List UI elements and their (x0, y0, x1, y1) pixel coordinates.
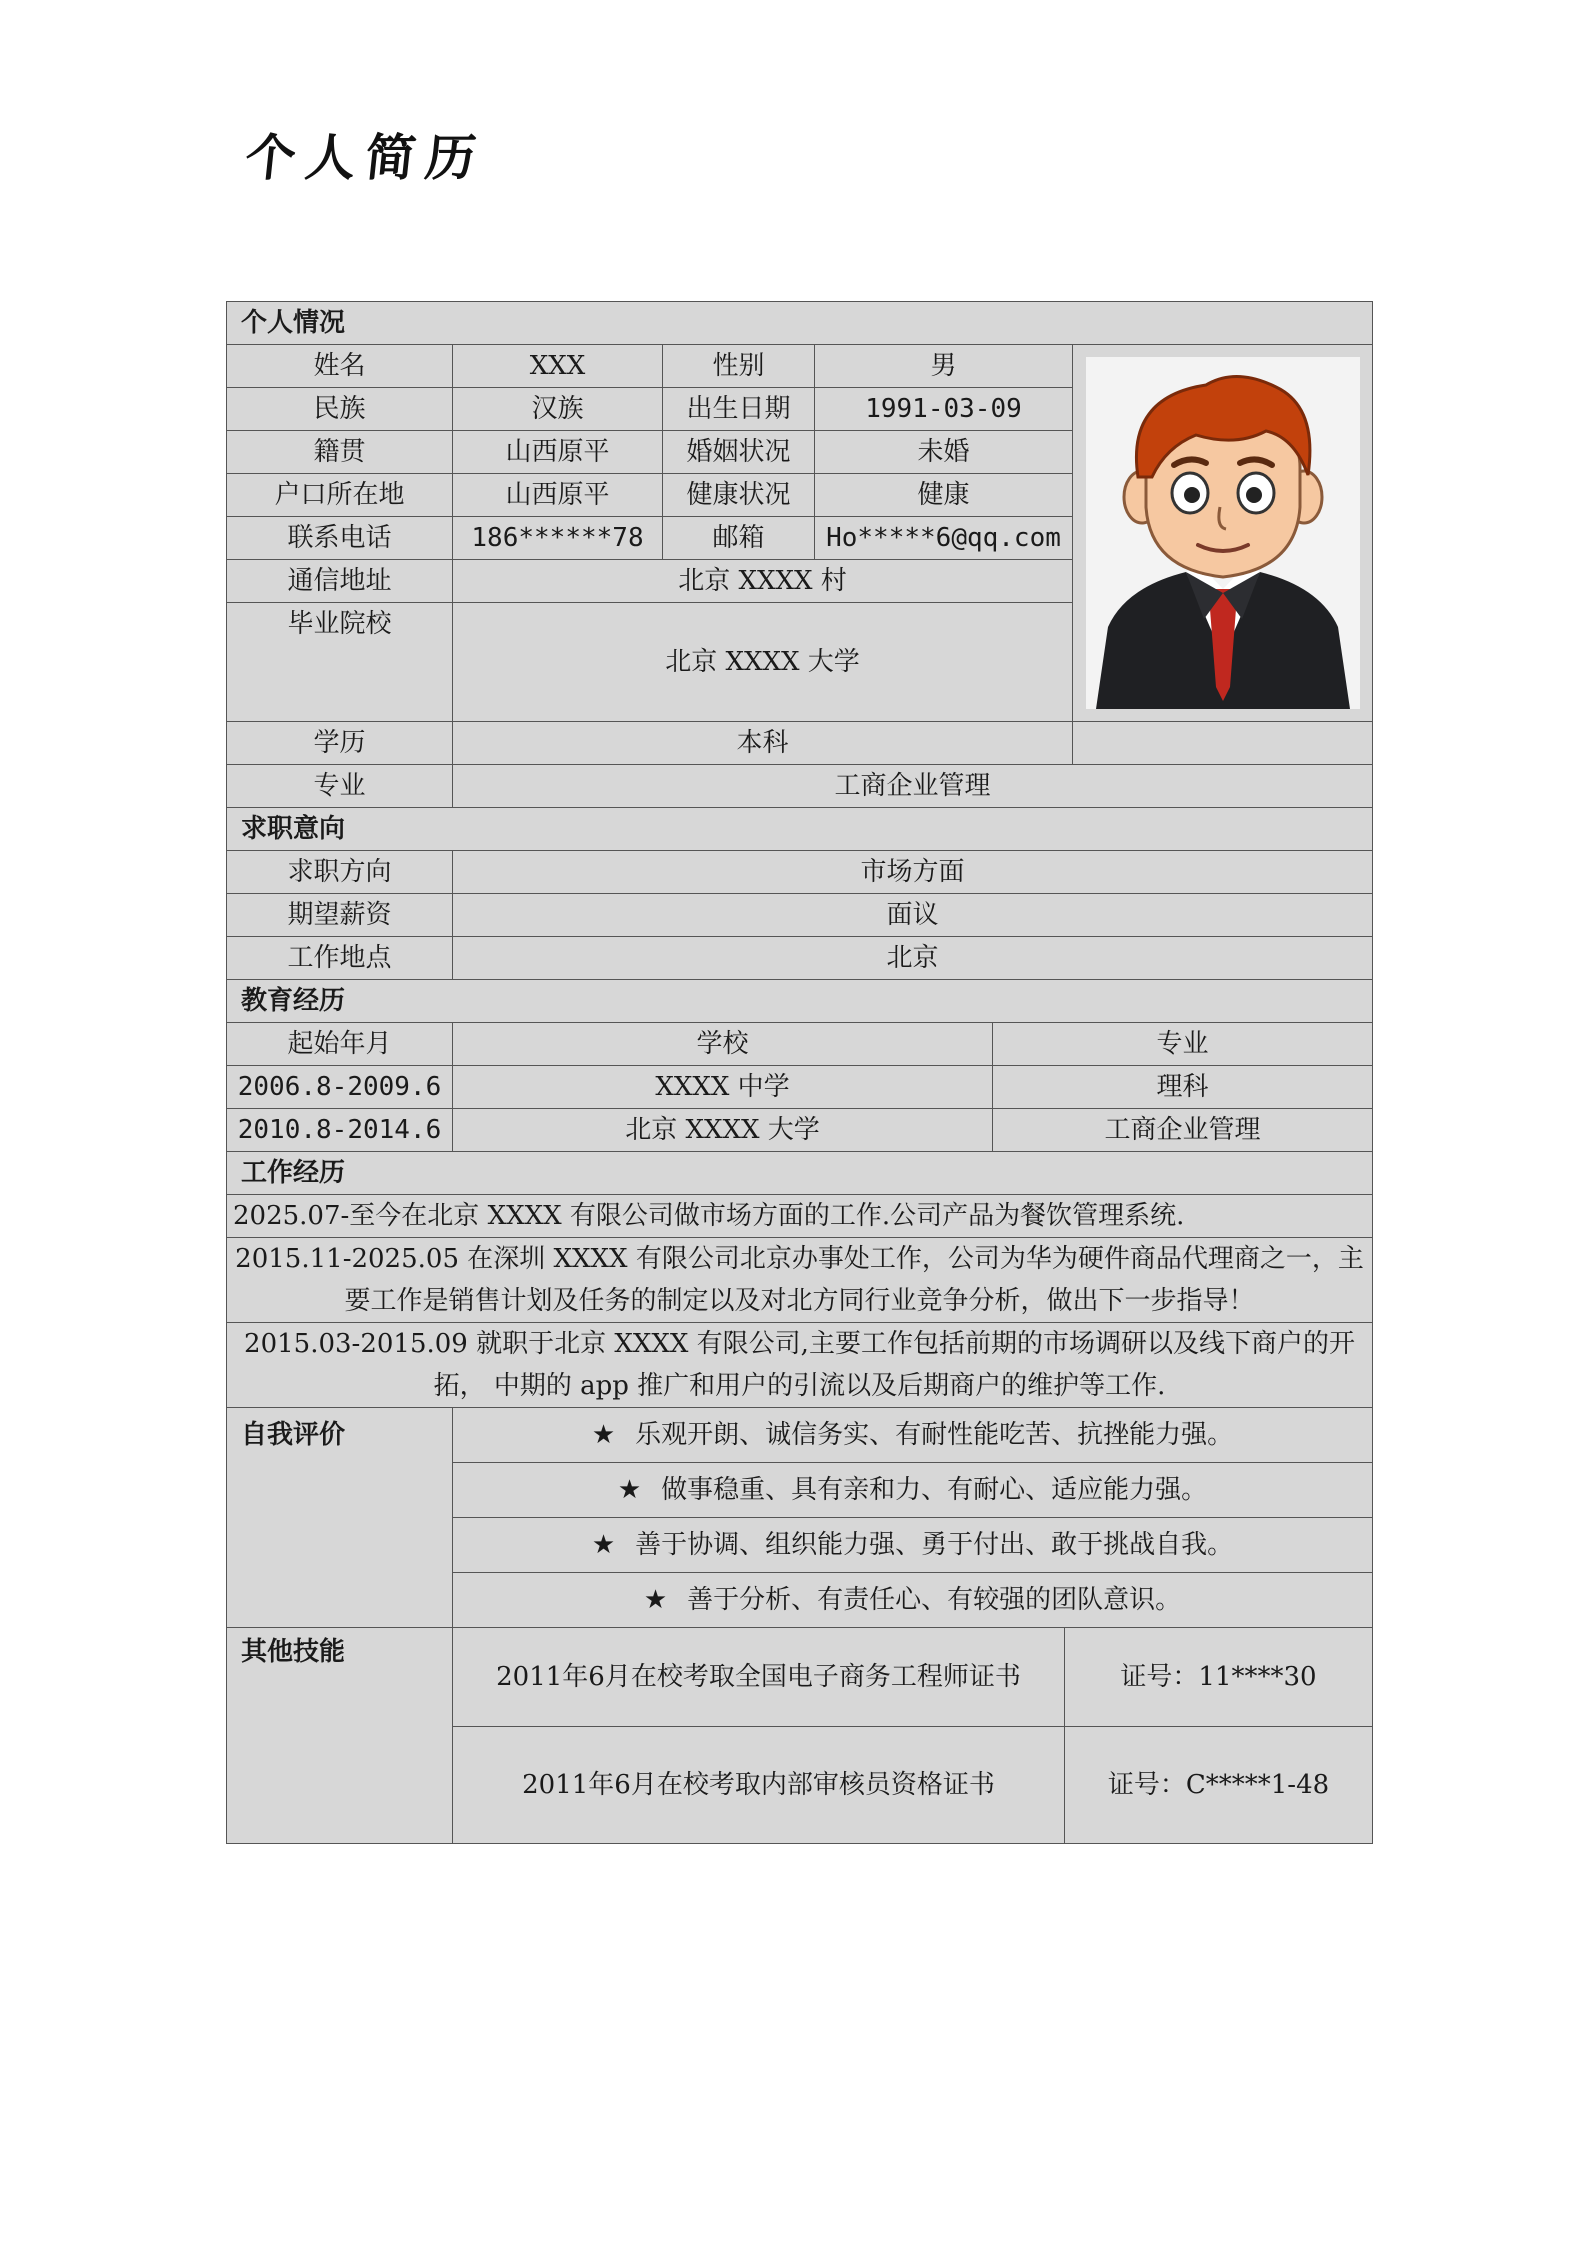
value-major: 工商企业管理 (453, 765, 1373, 808)
page-title: 个人简历 (242, 128, 489, 187)
skill-cert-number: 证号：11****30 (1065, 1628, 1373, 1727)
value-native-place: 山西原平 (453, 431, 663, 474)
edu-school: 北京 XXXX 大学 (453, 1109, 993, 1152)
value-work-location: 北京 (453, 937, 1373, 980)
value-email: Ho*****6@qq.com (815, 517, 1073, 560)
star-icon: ★ (591, 1530, 616, 1560)
self-eval-item (453, 1408, 1373, 1463)
section-personal: 个人情况 (227, 302, 1373, 345)
skill-cert: 2011年6月在校考取内部审核员资格证书 (453, 1727, 1065, 1844)
self-eval-text: 善于协调、组织能力强、勇于付出、敢于挑战自我。 (635, 1530, 1234, 1560)
label-ethnicity: 民族 (227, 388, 453, 431)
value-health: 健康 (815, 474, 1073, 517)
work-item: 2025.07-至今在北京 XXXX 有限公司做市场方面的工作.公司产品为餐饮管理系统. (227, 1195, 1373, 1238)
self-eval-text: 善于分析、有责任心、有较强的团队意识。 (687, 1585, 1182, 1615)
section-skills: 其他技能 (227, 1628, 453, 1844)
label-address: 通信地址 (227, 560, 453, 603)
self-eval-text: 乐观开朗、诚信务实、有耐性能吃苦、抗挫能力强。 (635, 1420, 1234, 1450)
label-native-place: 籍贯 (227, 431, 453, 474)
value-birthdate: 1991-03-09 (815, 388, 1073, 431)
label-phone: 联系电话 (227, 517, 453, 560)
resume-table (226, 301, 1373, 1844)
label-email: 邮箱 (663, 517, 815, 560)
label-health: 健康状况 (663, 474, 815, 517)
star-icon: ★ (643, 1585, 668, 1615)
edu-major: 工商企业管理 (993, 1109, 1373, 1152)
edu-header-major: 专业 (993, 1023, 1373, 1066)
photo-cell (1073, 345, 1373, 722)
value-school: 北京 XXXX 大学 (453, 603, 1073, 722)
label-degree: 学历 (227, 722, 453, 765)
label-birthdate: 出生日期 (663, 388, 815, 431)
value-expected-salary: 面议 (453, 894, 1373, 937)
self-eval-item (453, 1518, 1373, 1573)
edu-major: 理科 (993, 1066, 1373, 1109)
value-gender: 男 (815, 345, 1073, 388)
label-gender: 性别 (663, 345, 815, 388)
star-icon: ★ (617, 1475, 642, 1505)
value-job-direction: 市场方面 (453, 851, 1373, 894)
star-icon: ★ (591, 1420, 616, 1450)
self-eval-item (453, 1463, 1373, 1518)
avatar-cartoon-man-icon (1086, 357, 1360, 709)
edu-period: 2010.8-2014.6 (227, 1109, 453, 1152)
skill-cert: 2011年6月在校考取全国电子商务工程师证书 (453, 1628, 1065, 1727)
section-self-eval: 自我评价 (227, 1408, 453, 1628)
value-degree: 本科 (453, 722, 1073, 765)
label-marital-status: 婚姻状况 (663, 431, 815, 474)
value-phone: 186******78 (453, 517, 663, 560)
label-expected-salary: 期望薪资 (227, 894, 453, 937)
work-item: 2015.11-2025.05 在深圳 XXXX 有限公司北京办事处工作，公司为华为硬件商品代理商之一，主要工作是销售计划及任务的制定以及对北方同行业竞争分析，做出下一步指导！ (227, 1238, 1373, 1323)
section-work: 工作经历 (227, 1152, 1373, 1195)
work-item: 2015.03-2015.09 就职于北京 XXXX 有限公司,主要工作包括前期的市场调研以及线下商户的开拓， 中期的 app 推广和用户的引流以及后期商户的维护等工作. (227, 1323, 1373, 1408)
edu-header-period: 起始年月 (227, 1023, 453, 1066)
empty-cell (1073, 722, 1373, 765)
label-school: 毕业院校 (227, 603, 453, 722)
value-name: XXX (453, 345, 663, 388)
skill-cert-number: 证号：C*****1-48 (1065, 1727, 1373, 1844)
edu-period: 2006.8-2009.6 (227, 1066, 453, 1109)
value-marital-status: 未婚 (815, 431, 1073, 474)
label-major: 专业 (227, 765, 453, 808)
label-work-location: 工作地点 (227, 937, 453, 980)
value-ethnicity: 汉族 (453, 388, 663, 431)
edu-header-school: 学校 (453, 1023, 993, 1066)
label-name: 姓名 (227, 345, 453, 388)
self-eval-text: 做事稳重、具有亲和力、有耐心、适应能力强。 (661, 1475, 1208, 1505)
label-hukou: 户口所在地 (227, 474, 453, 517)
section-intent: 求职意向 (227, 808, 1373, 851)
value-address: 北京 XXXX 村 (453, 560, 1073, 603)
section-education: 教育经历 (227, 980, 1373, 1023)
value-hukou: 山西原平 (453, 474, 663, 517)
self-eval-item (453, 1573, 1373, 1628)
label-job-direction: 求职方向 (227, 851, 453, 894)
edu-school: XXXX 中学 (453, 1066, 993, 1109)
